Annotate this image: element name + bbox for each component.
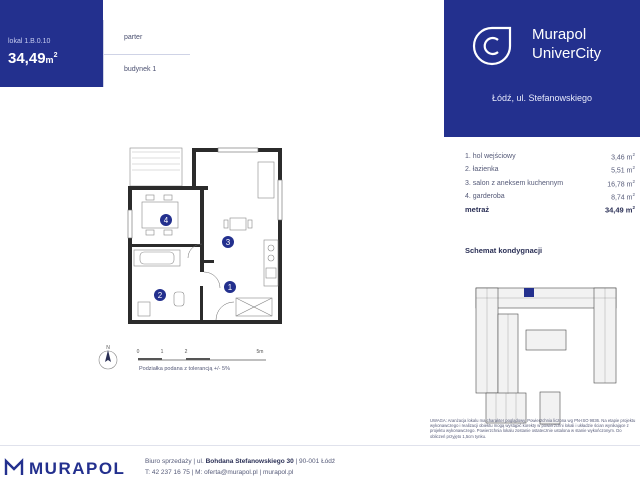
scale-bar: [90, 340, 280, 380]
info-divider: [104, 54, 190, 55]
schema-buildings: [476, 288, 616, 424]
brand-header: [444, 0, 640, 137]
bathroom-fixtures: [134, 250, 184, 316]
walls: [128, 148, 282, 324]
building-label: budynek 1: [124, 66, 157, 73]
floor-schema: [466, 280, 626, 430]
room-name: 3. salon z aneksem kuchennym: [465, 179, 564, 187]
compass-icon: [99, 345, 117, 369]
balcony: [130, 148, 182, 186]
floor-schema-title: Schemat kondygnacji: [465, 246, 543, 255]
unit-area-exp: 2: [53, 52, 58, 59]
room-row: [465, 163, 635, 176]
room-marker-4: 4: [163, 216, 169, 225]
footer-street: Bohdana Stefanowskiego 30: [205, 458, 294, 465]
unit-info-box: [0, 0, 103, 87]
footer-contact: T: 42 237 16 75 | M: oferta@murapol.pl | murapol.pl: [145, 469, 294, 476]
room-area: 8,74 $m^2$: [611, 191, 635, 202]
floor-plan: [118, 140, 298, 330]
footer-brand: MURAPOL: [29, 459, 126, 478]
room-name: 2. łazienka: [465, 166, 499, 174]
balcony-hatch: [132, 152, 180, 170]
room-area: 3,46 $m^2$: [611, 151, 635, 162]
murapol-logo-icon: [466, 20, 518, 72]
footer-address: Biuro sprzedaży | ul. Bohdana Stefanowskiego 30 | 90-001 Łódź: [145, 458, 336, 465]
unit-area-number: 34,49: [8, 50, 46, 67]
room-row: [465, 150, 635, 163]
unit-area: [8, 50, 57, 67]
disclaimer: UWAGA: Aranżacja lokalu ma charakter poglądowy. Powierzchnia liczona wg PN-ISO 9836. Na etapie projektu wykonawczego i realizacji obiektu mogą wystąpić korekty w powierzchni lokali i układzie ścian wynikające z projektu wykonawczego. Powierzchnia lokalu zostanie ostatecznie ustalona w stanie wykończonym. Do obliczeń przyjęto 1,5cm tynku.: [430, 418, 636, 439]
murapol-logo-icon: [4, 457, 24, 477]
scale-tick: 0: [136, 349, 140, 355]
brand-name: Murapol: [532, 26, 587, 43]
scale-note: Podziałka podana z tolerancją +/- 5%: [139, 366, 230, 372]
footer-divider: [0, 445, 640, 446]
compass-label: N: [106, 345, 110, 351]
total-row: [465, 205, 635, 215]
sofa: [258, 162, 274, 198]
room-row: [465, 177, 635, 190]
room-marker-3: 3: [225, 238, 231, 247]
room-row: [465, 190, 635, 203]
total-label: metraż: [465, 205, 490, 215]
hall-wardrobe: [236, 298, 272, 316]
room-area: 5,51 $m^2$: [611, 165, 635, 175]
salon-table: [224, 218, 252, 230]
dining-set: [142, 195, 178, 235]
room-table: [465, 150, 635, 215]
room-area: 16,78 $m^2$: [607, 178, 635, 188]
scale-tick: 5m: [256, 349, 264, 355]
unit-area-unit: m: [45, 55, 54, 65]
total-area: 34,49 $m^2$: [604, 205, 635, 215]
room-name: 1. hol wejściowy: [465, 153, 516, 161]
room-marker-2: 2: [157, 291, 163, 300]
brand-address: Łódź, ul. Stefanowskiego: [491, 93, 593, 103]
scale-tick: 2: [184, 349, 188, 355]
unit-location-marker: [524, 288, 534, 297]
unit-id-label: lokal 1.B.0.10: [8, 38, 51, 45]
room-marker-1: 1: [227, 283, 233, 292]
room-name: 4. garderoba: [465, 193, 505, 201]
room-markers: [154, 214, 236, 301]
floor-label: parter: [124, 34, 143, 41]
scale-tick: 1: [160, 349, 164, 355]
kitchen-counter: [264, 240, 278, 286]
windows: [128, 148, 282, 238]
brand-subname: UniverCity: [532, 45, 602, 62]
